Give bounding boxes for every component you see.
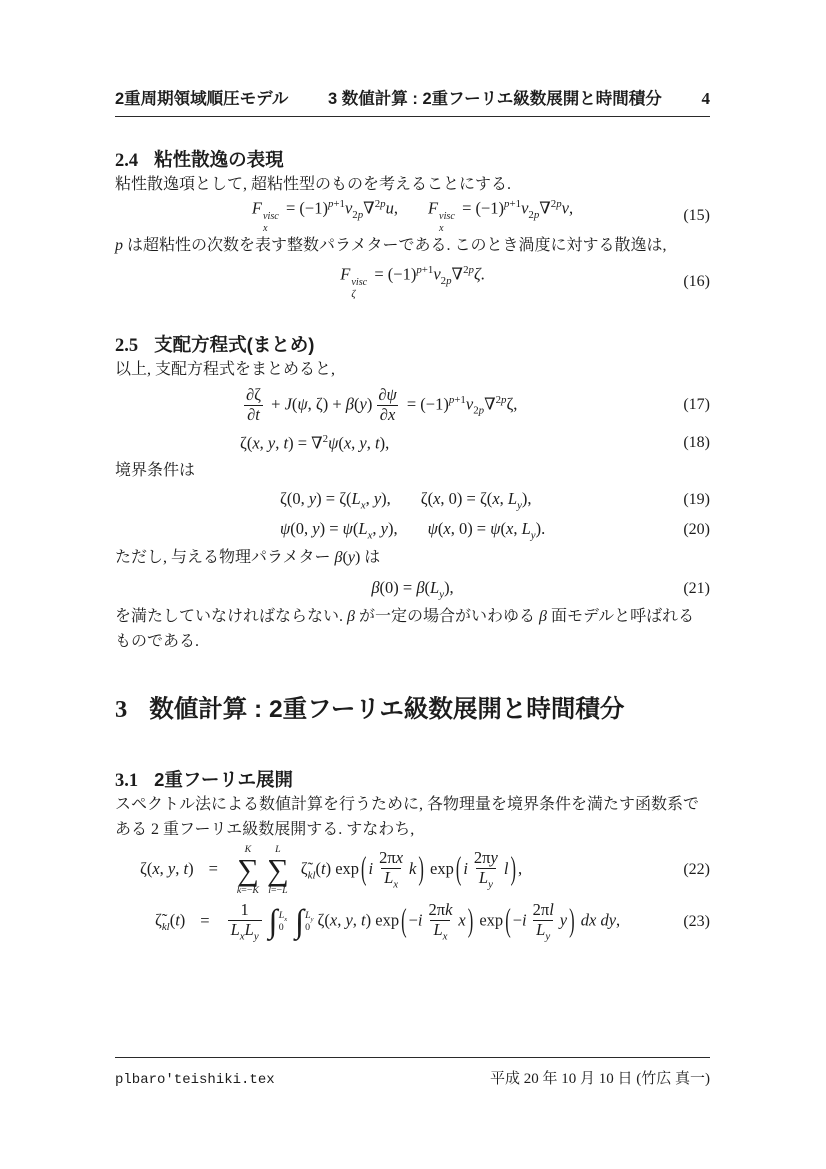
- paragraph-beta-parameter: ただし, 与える物理パラメター β(y) は: [115, 549, 381, 566]
- equation-19-tag: (19): [683, 491, 710, 508]
- footer-filename: plbaro'teishiki.tex: [115, 1072, 275, 1088]
- paragraph-boundary-conditions: 境界条件は: [115, 462, 196, 479]
- equation-16: [115, 263, 710, 300]
- equation-21-math: $\beta(0) = \beta(L_y)$,: [371, 577, 454, 601]
- section-3-1-title: 2重フーリエ展開: [154, 769, 293, 790]
- equation-22-tag: (22): [683, 861, 710, 878]
- equation-17-math: $\frac{\partial\zeta}{\partial t}$ + J(ψ, ζ) + β(y) $\frac{\partial\psi}{\partial x}$ = $(-1)^{p+1}\nu_{2p}\nabla^{2p}\zeta$,: [246, 384, 518, 424]
- section-3-1-heading: [115, 766, 710, 792]
- section-2-4-number: 2.4: [115, 151, 139, 171]
- equation-17: [115, 382, 710, 428]
- equation-17-tag: (17): [683, 396, 710, 413]
- equation-15-tag: (15): [683, 207, 710, 224]
- equation-23: [115, 898, 710, 946]
- page-header: [115, 85, 710, 117]
- equation-20: [115, 515, 710, 545]
- equation-15: [115, 199, 710, 233]
- section-2-4-title: 粘性散逸の表現: [154, 149, 284, 170]
- section-3-1-number: 3.1: [115, 771, 139, 791]
- equation-22-math: ζ(x, y, t) = K ∑ k=−K L ∑ l=−L $\zetã_{kl}(t)$ exp ( i $\frac{2\pi x}{L_x}$ k ) exp ( i $\frac{2\pi y}{L_y}$ l ) ,: [140, 843, 523, 896]
- section-3-title: 数値計算 : 2重フーリエ級数展開と時間積分: [149, 696, 625, 723]
- paragraph-hyperviscosity-order: p は超粘性の次数を表す整数パラメターである. このとき渦度に対する散逸は,: [115, 237, 667, 254]
- footer-date: 平成 20 年 10 月 10 日 (竹広 真一): [490, 1071, 710, 1087]
- equation-22: [115, 842, 710, 898]
- equation-23-tag: (23): [683, 913, 710, 930]
- section-2-4-heading: [115, 146, 710, 172]
- equation-15-math: F visc x = $(-1)^{p+1}\nu_{2p}\nabla^{2p}u$, F visc x = $(-1)^{p+1}\nu_{2p}\nabla^{2p}v$,: [251, 197, 574, 234]
- paragraph-governing-intro: 以上, 支配方程式をまとめると,: [115, 361, 336, 378]
- paragraph-spectral-method: スペクトル法による数値計算を行うために, 各物理量を境界条件を満たす函数系である 2 重フーリエ級数展開する. すなわち,: [115, 796, 700, 838]
- page-footer: [115, 1057, 710, 1088]
- section-3-heading: [115, 690, 710, 725]
- equation-21: [115, 574, 710, 604]
- section-2-5-number: 2.5: [115, 336, 139, 356]
- section-2-5-title: 支配方程式(まとめ): [154, 334, 315, 355]
- equation-18: [115, 428, 710, 458]
- equation-18-tag: (18): [683, 434, 710, 451]
- header-doc-title: 2重周期領域順圧モデル: [115, 90, 289, 108]
- section-2-5-heading: [115, 331, 710, 357]
- equation-21-tag: (21): [683, 580, 710, 597]
- equation-19: [115, 485, 710, 515]
- equation-19-math: ζ(0, $y) = \zeta(L_x$, y), ζ(x, 0) = ζ(x, $L_y$),: [280, 488, 532, 512]
- equation-20-tag: (20): [683, 521, 710, 538]
- paragraph-beta-plane: を満たしていなければならない. β が一定の場合がいわゆる β 面モデルと呼ばれるものである.: [115, 608, 695, 650]
- equation-16-math: F visc ζ = $(-1)^{p+1}\nu_{2p}\nabla^{2p}\zeta$.: [340, 263, 485, 300]
- equation-18-math: ζ(x, y, t) = ∇$^2$ψ(x, y, t),: [240, 432, 390, 453]
- equation-20-math: ψ(0, $y) = \psi(L_x$, y), ψ(x, 0) = ψ(x, $L_y$).: [280, 518, 546, 542]
- header-page-number: 4: [701, 89, 710, 108]
- equation-23-math: $\zetã_{kl}(t)$ = $\frac{1}{L_xL_y}$ ∫ $L_x$ 0 ∫ $L_y$ 0 ζ(x, y, t) exp ( −i $\frac{2\pi k}{L_x}$ x ) exp ( −i $\frac{2\pi l}{L_y}$ y ) dx dy,: [155, 900, 621, 943]
- header-section-ref: 3 数値計算 : 2重フーリエ級数展開と時間積分: [328, 90, 662, 108]
- equation-16-tag: (16): [683, 273, 710, 290]
- section-3-number: 3: [115, 696, 128, 723]
- paragraph-viscosity-intro: 粘性散逸項として, 超粘性型のものを考えることにする.: [115, 176, 512, 193]
